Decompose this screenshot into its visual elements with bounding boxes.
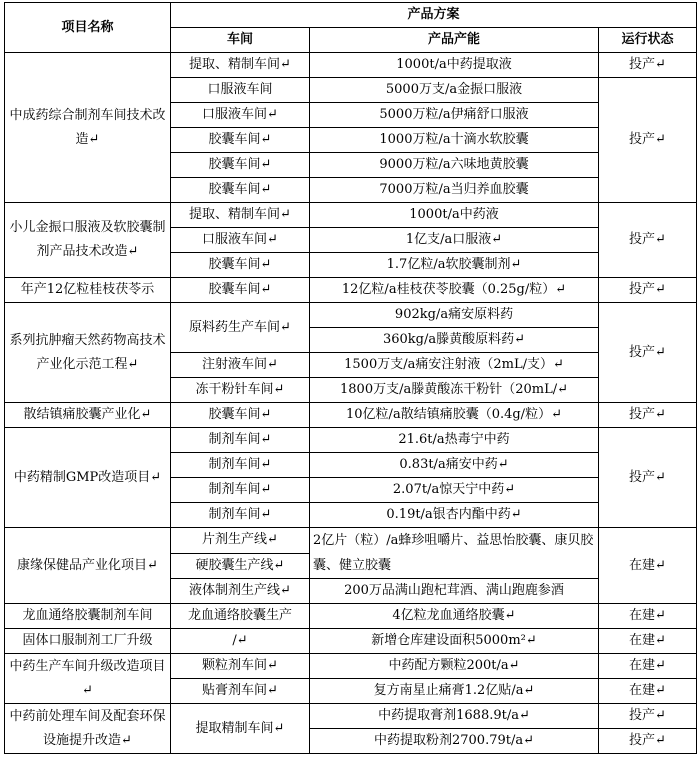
header-product-plan: 产品方案 xyxy=(171,3,697,28)
project-name: 小儿金振口服液及软胶囊制剂产品技术改造↵ xyxy=(5,203,171,278)
workshop-cell: 制剂车间↵ xyxy=(171,478,310,503)
status-cell: 在建↵ xyxy=(599,679,697,704)
workshop-cell: 口服液车间 xyxy=(171,78,310,103)
workshop-cell: 片剂生产线↵ xyxy=(171,528,310,554)
project-name: 中药生产车间升级改造项目↵ xyxy=(5,654,171,704)
header-project-name: 项目名称 xyxy=(5,3,171,53)
capacity-cell: 4亿粒龙血通络胶囊↵ xyxy=(310,604,599,629)
capacity-cell: 1000万粒/a十滴水软胶囊 xyxy=(310,128,599,153)
capacity-cell: 1000t/a中药液 xyxy=(310,203,599,228)
capacity-cell: 1.7亿粒/a软胶囊制剂↵ xyxy=(310,253,599,278)
workshop-cell: 制剂车间↵ xyxy=(171,503,310,528)
workshop-cell: 液体制剂生产线↵ xyxy=(171,579,310,604)
workshop-cell: 口服液车间↵ xyxy=(171,228,310,253)
status-cell: 在建↵ xyxy=(599,528,697,604)
workshop-cell: 胶囊车间↵ xyxy=(171,128,310,153)
capacity-cell: 7000万粒/a当归养血胶囊 xyxy=(310,178,599,203)
status-cell: 投产↵ xyxy=(599,303,697,403)
capacity-cell: 5000万粒/a伊痛舒口服液 xyxy=(310,103,599,128)
capacity-cell: 2.07t/a惊天宁中药↵ xyxy=(310,478,599,503)
status-cell: 投产↵ xyxy=(599,53,697,78)
workshop-cell: 口服液车间↵ xyxy=(171,103,310,128)
table-row xyxy=(5,278,697,303)
table-row xyxy=(5,403,697,428)
table-row xyxy=(5,53,697,78)
status-cell: 在建↵ xyxy=(599,654,697,679)
status-cell: 投产↵ xyxy=(599,403,697,428)
project-name: 散结镇痛胶囊产业化↵ xyxy=(5,403,171,428)
table-row xyxy=(5,654,697,679)
workshop-cell: 原料药生产车间↵ xyxy=(171,303,310,353)
project-name: 康缘保健品产业化项目↵ xyxy=(5,528,171,604)
capacity-cell: 12亿粒/a桂枝茯苓胶囊（0.25g/粒）↵ xyxy=(310,278,599,303)
product-plan-table xyxy=(4,2,697,754)
capacity-cell: 902kg/a痛安原料药 xyxy=(310,303,599,328)
workshop-cell: 颗粒剂车间↵ xyxy=(171,654,310,679)
workshop-cell: 龙血通络胶囊生产 xyxy=(171,604,310,629)
project-name: 系列抗肿瘤天然药物高技术产业化示范工程↵ xyxy=(5,303,171,403)
capacity-cell: 中药配方颗粒200t/a↵ xyxy=(310,654,599,679)
status-cell: 投产↵ xyxy=(599,729,697,754)
capacity-cell: 5000万支/a金振口服液 xyxy=(310,78,599,103)
capacity-cell: 2亿片（粒）/a蜂珍咀嚼片、益思怡胶囊、康贝胶囊、健立胶囊 xyxy=(310,528,599,579)
workshop-cell: 胶囊车间↵ xyxy=(171,253,310,278)
capacity-cell: 1亿支/a口服液↵ xyxy=(310,228,599,253)
capacity-cell: 360kg/a滕黄酸原料药↵ xyxy=(310,328,599,353)
header-row-1 xyxy=(5,3,697,28)
header-capacity: 产品产能 xyxy=(310,28,599,53)
project-name: 龙血通络胶囊制剂车间 xyxy=(5,604,171,629)
capacity-cell: 新增仓库建设面积5000m²↵ xyxy=(310,629,599,654)
status-cell: 在建↵ xyxy=(599,604,697,629)
capacity-cell: 0.19t/a银杏内酯中药↵ xyxy=(310,503,599,528)
workshop-cell: 冻干粉针车间↵ xyxy=(171,378,310,403)
capacity-cell: 21.6t/a热毒宁中药 xyxy=(310,428,599,453)
header-workshop: 车间 xyxy=(171,28,310,53)
workshop-cell: 硬胶囊生产线↵ xyxy=(171,553,310,579)
status-cell: 投产↵ xyxy=(599,704,697,729)
workshop-cell: 胶囊车间↵ xyxy=(171,153,310,178)
capacity-cell: 1500万支/a痛安注射液（2mL/支）↵ xyxy=(310,353,599,378)
project-name: 中药精制GMP改造项目↵ xyxy=(5,428,171,528)
workshop-cell: 胶囊车间↵ xyxy=(171,403,310,428)
capacity-cell: 1000t/a中药提取液 xyxy=(310,53,599,78)
capacity-cell: 复方南星止痛膏1.2亿贴/a↵ xyxy=(310,679,599,704)
project-name: 中药前处理车间及配套环保设施提升改造↵ xyxy=(5,704,171,754)
table-row xyxy=(5,303,697,328)
table-row xyxy=(5,203,697,228)
project-name: 年产12亿粒桂枝茯苓示 xyxy=(5,278,171,303)
table-row xyxy=(5,428,697,453)
status-cell: 投产↵ xyxy=(599,78,697,203)
status-cell: 投产↵ xyxy=(599,428,697,528)
capacity-cell: 200万品满山跑杞茸酒、满山跑鹿参酒 xyxy=(310,579,599,604)
workshop-cell: 提取、精制车间↵ xyxy=(171,203,310,228)
workshop-cell: 制剂车间↵ xyxy=(171,453,310,478)
project-name: 中成药综合制剂车间技术改造↵ xyxy=(5,53,171,203)
table-row xyxy=(5,629,697,654)
workshop-cell: /↵ xyxy=(171,629,310,654)
status-cell: 投产↵ xyxy=(599,278,697,303)
workshop-cell: 制剂车间↵ xyxy=(171,428,310,453)
capacity-cell: 10亿粒/a散结镇痛胶囊（0.4g/粒）↵ xyxy=(310,403,599,428)
workshop-cell: 提取精制车间↵ xyxy=(171,704,310,754)
workshop-cell: 注射液车间↵ xyxy=(171,353,310,378)
project-name: 固体口服制剂工厂升级 xyxy=(5,629,171,654)
capacity-cell: 1800万支/a滕黄酸冻干粉针（20mL/↵ xyxy=(310,378,599,403)
status-cell: 投产↵ xyxy=(599,203,697,278)
capacity-cell: 中药提取粉剂2700.79t/a↵ xyxy=(310,729,599,754)
table-row xyxy=(5,604,697,629)
header-status: 运行状态 xyxy=(599,28,697,53)
workshop-cell: 胶囊车间↵ xyxy=(171,278,310,303)
table-row xyxy=(5,528,697,554)
capacity-cell: 0.83t/a痛安中药↵ xyxy=(310,453,599,478)
table-row xyxy=(5,704,697,729)
workshop-cell: 胶囊车间↵ xyxy=(171,178,310,203)
capacity-cell: 9000万粒/a六味地黄胶囊 xyxy=(310,153,599,178)
workshop-cell: 提取、精制车间↵ xyxy=(171,53,310,78)
capacity-cell: 中药提取膏剂1688.9t/a↵ xyxy=(310,704,599,729)
workshop-cell: 贴膏剂车间↵ xyxy=(171,679,310,704)
status-cell: 在建↵ xyxy=(599,629,697,654)
